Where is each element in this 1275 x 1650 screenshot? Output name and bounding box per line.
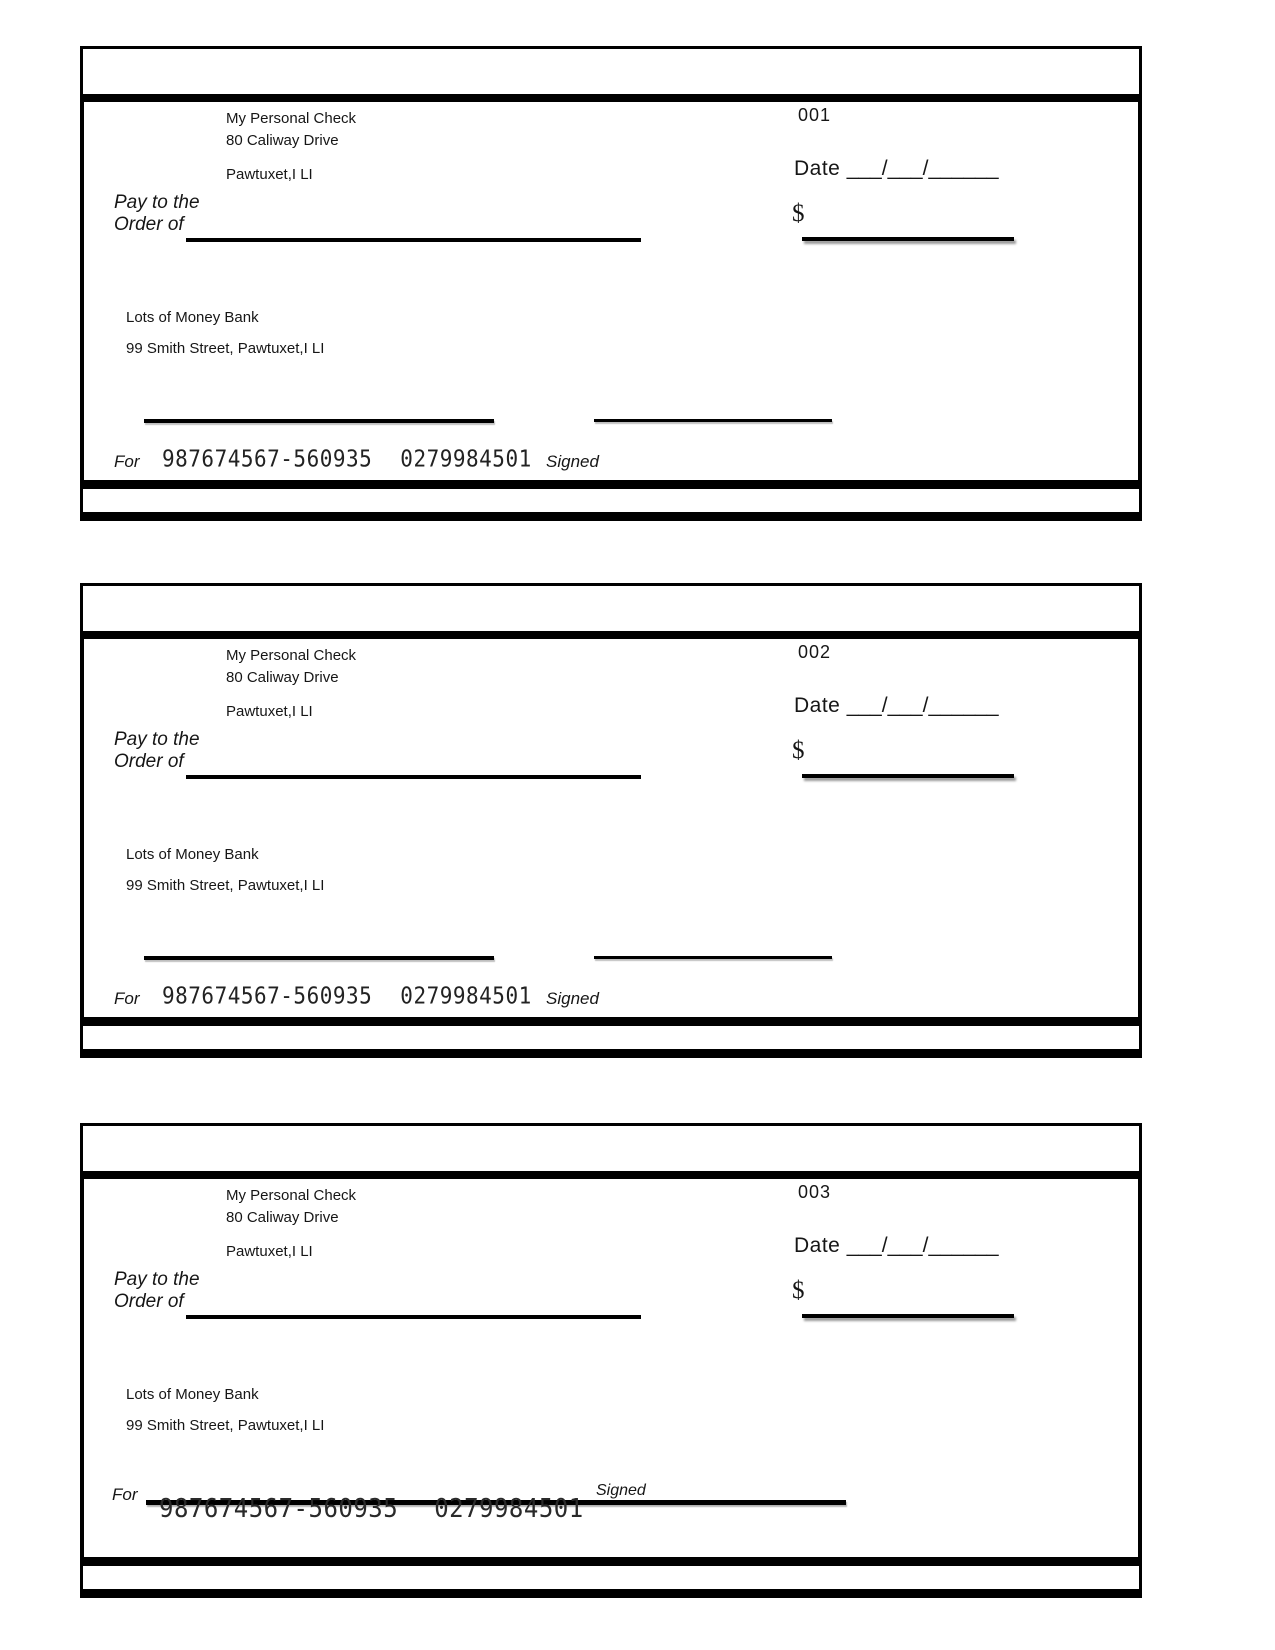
pay-to-order-label [114,192,200,236]
bank-name: Lots of Money Bank [126,309,259,326]
amount-blank-line[interactable] [802,237,1014,241]
dollar-sign: $ [792,1277,805,1304]
payer-address-line2: Pawtuxet,I LI [226,166,313,183]
date-blank-line[interactable]: ___/___/______ [846,157,999,180]
separator-band [80,94,1142,102]
bank-address: 99 Smith Street, Pawtuxet,I LI [126,1417,325,1434]
check-2 [80,583,1142,1058]
date-blank-line[interactable]: ___/___/______ [846,1234,999,1257]
payer-address-line1: 80 Caliway Drive [226,669,339,686]
dollar-sign: $ [792,200,805,227]
amount-blank-line[interactable] [802,774,1014,778]
check-number: 002 [798,642,832,662]
date-field[interactable] [794,157,999,181]
date-label: Date [794,157,841,180]
pay-to-order-label [114,729,200,773]
bank-name: Lots of Money Bank [126,846,259,863]
date-label: Date [794,1234,841,1257]
check-top-stub-strip [80,583,1142,631]
date-blank-line[interactable]: ___/___/______ [846,694,999,717]
pay-to-order-label [114,1269,200,1313]
signed-label: Signed [596,1482,646,1499]
separator-band [80,1557,1142,1566]
check-body [80,102,1142,480]
memo-blank-line[interactable] [144,956,494,960]
micr-line [159,1493,584,1523]
check-body [80,639,1142,1017]
dollar-sign: $ [792,737,805,764]
check-body [80,1179,1142,1557]
payer-address-line2: Pawtuxet,I LI [226,1243,313,1260]
micr-routing-number: 0279984501 [400,446,532,472]
micr-account-number: 987674567-560935 [159,1493,399,1524]
check-number: 003 [798,1182,832,1202]
payer-name: My Personal Check [226,110,357,127]
signed-label: Signed [546,989,599,1008]
signature-blank-line[interactable] [594,419,832,422]
signed-label: Signed [546,452,599,471]
check-number: 001 [798,105,832,125]
separator-band [80,1171,1142,1179]
payer-address-line1: 80 Caliway Drive [226,1209,339,1226]
bank-address: 99 Smith Street, Pawtuxet,I LI [126,877,325,894]
pay-to-line2: Order of [114,751,184,772]
payer-address-line2: Pawtuxet,I LI [226,703,313,720]
date-field[interactable] [794,1234,999,1258]
payer-name: My Personal Check [226,647,357,664]
check-bottom-stub-strip [80,1566,1142,1589]
check-1 [80,46,1142,521]
separator-band [80,480,1142,489]
bottom-band [80,1589,1142,1598]
date-label: Date [794,694,841,717]
micr-line [162,983,532,1009]
pay-to-line1: Pay to the [114,192,200,213]
for-label: For [112,1485,138,1504]
amount-blank-line[interactable] [802,1314,1014,1318]
check-top-stub-strip [80,46,1142,94]
bottom-band [80,512,1142,521]
check-top-stub-strip [80,1123,1142,1171]
for-label: For [114,452,140,471]
micr-line [162,446,532,472]
check-bottom-stub-strip [80,489,1142,512]
check-bottom-stub-strip [80,1026,1142,1049]
separator-band [80,631,1142,639]
payee-blank-line[interactable] [186,1315,641,1319]
payer-address-line1: 80 Caliway Drive [226,132,339,149]
date-field[interactable] [794,694,999,718]
micr-account-number: 987674567-560935 [162,446,373,472]
separator-band [80,1017,1142,1026]
micr-routing-number: 0279984501 [400,983,532,1009]
payee-blank-line[interactable] [186,775,641,779]
pay-to-line1: Pay to the [114,1269,200,1290]
payee-blank-line[interactable] [186,238,641,242]
micr-account-number: 987674567-560935 [162,983,373,1009]
payer-name: My Personal Check [226,1187,357,1204]
pay-to-line2: Order of [114,214,184,235]
for-label: For [114,989,140,1008]
pay-to-line1: Pay to the [114,729,200,750]
check-3 [80,1123,1142,1598]
signature-blank-line[interactable] [594,956,832,959]
pay-to-line2: Order of [114,1291,184,1312]
bank-name: Lots of Money Bank [126,1386,259,1403]
bank-address: 99 Smith Street, Pawtuxet,I LI [126,340,325,357]
bottom-band [80,1049,1142,1058]
memo-blank-line[interactable] [144,419,494,423]
micr-routing-number: 0279984501 [434,1493,584,1524]
